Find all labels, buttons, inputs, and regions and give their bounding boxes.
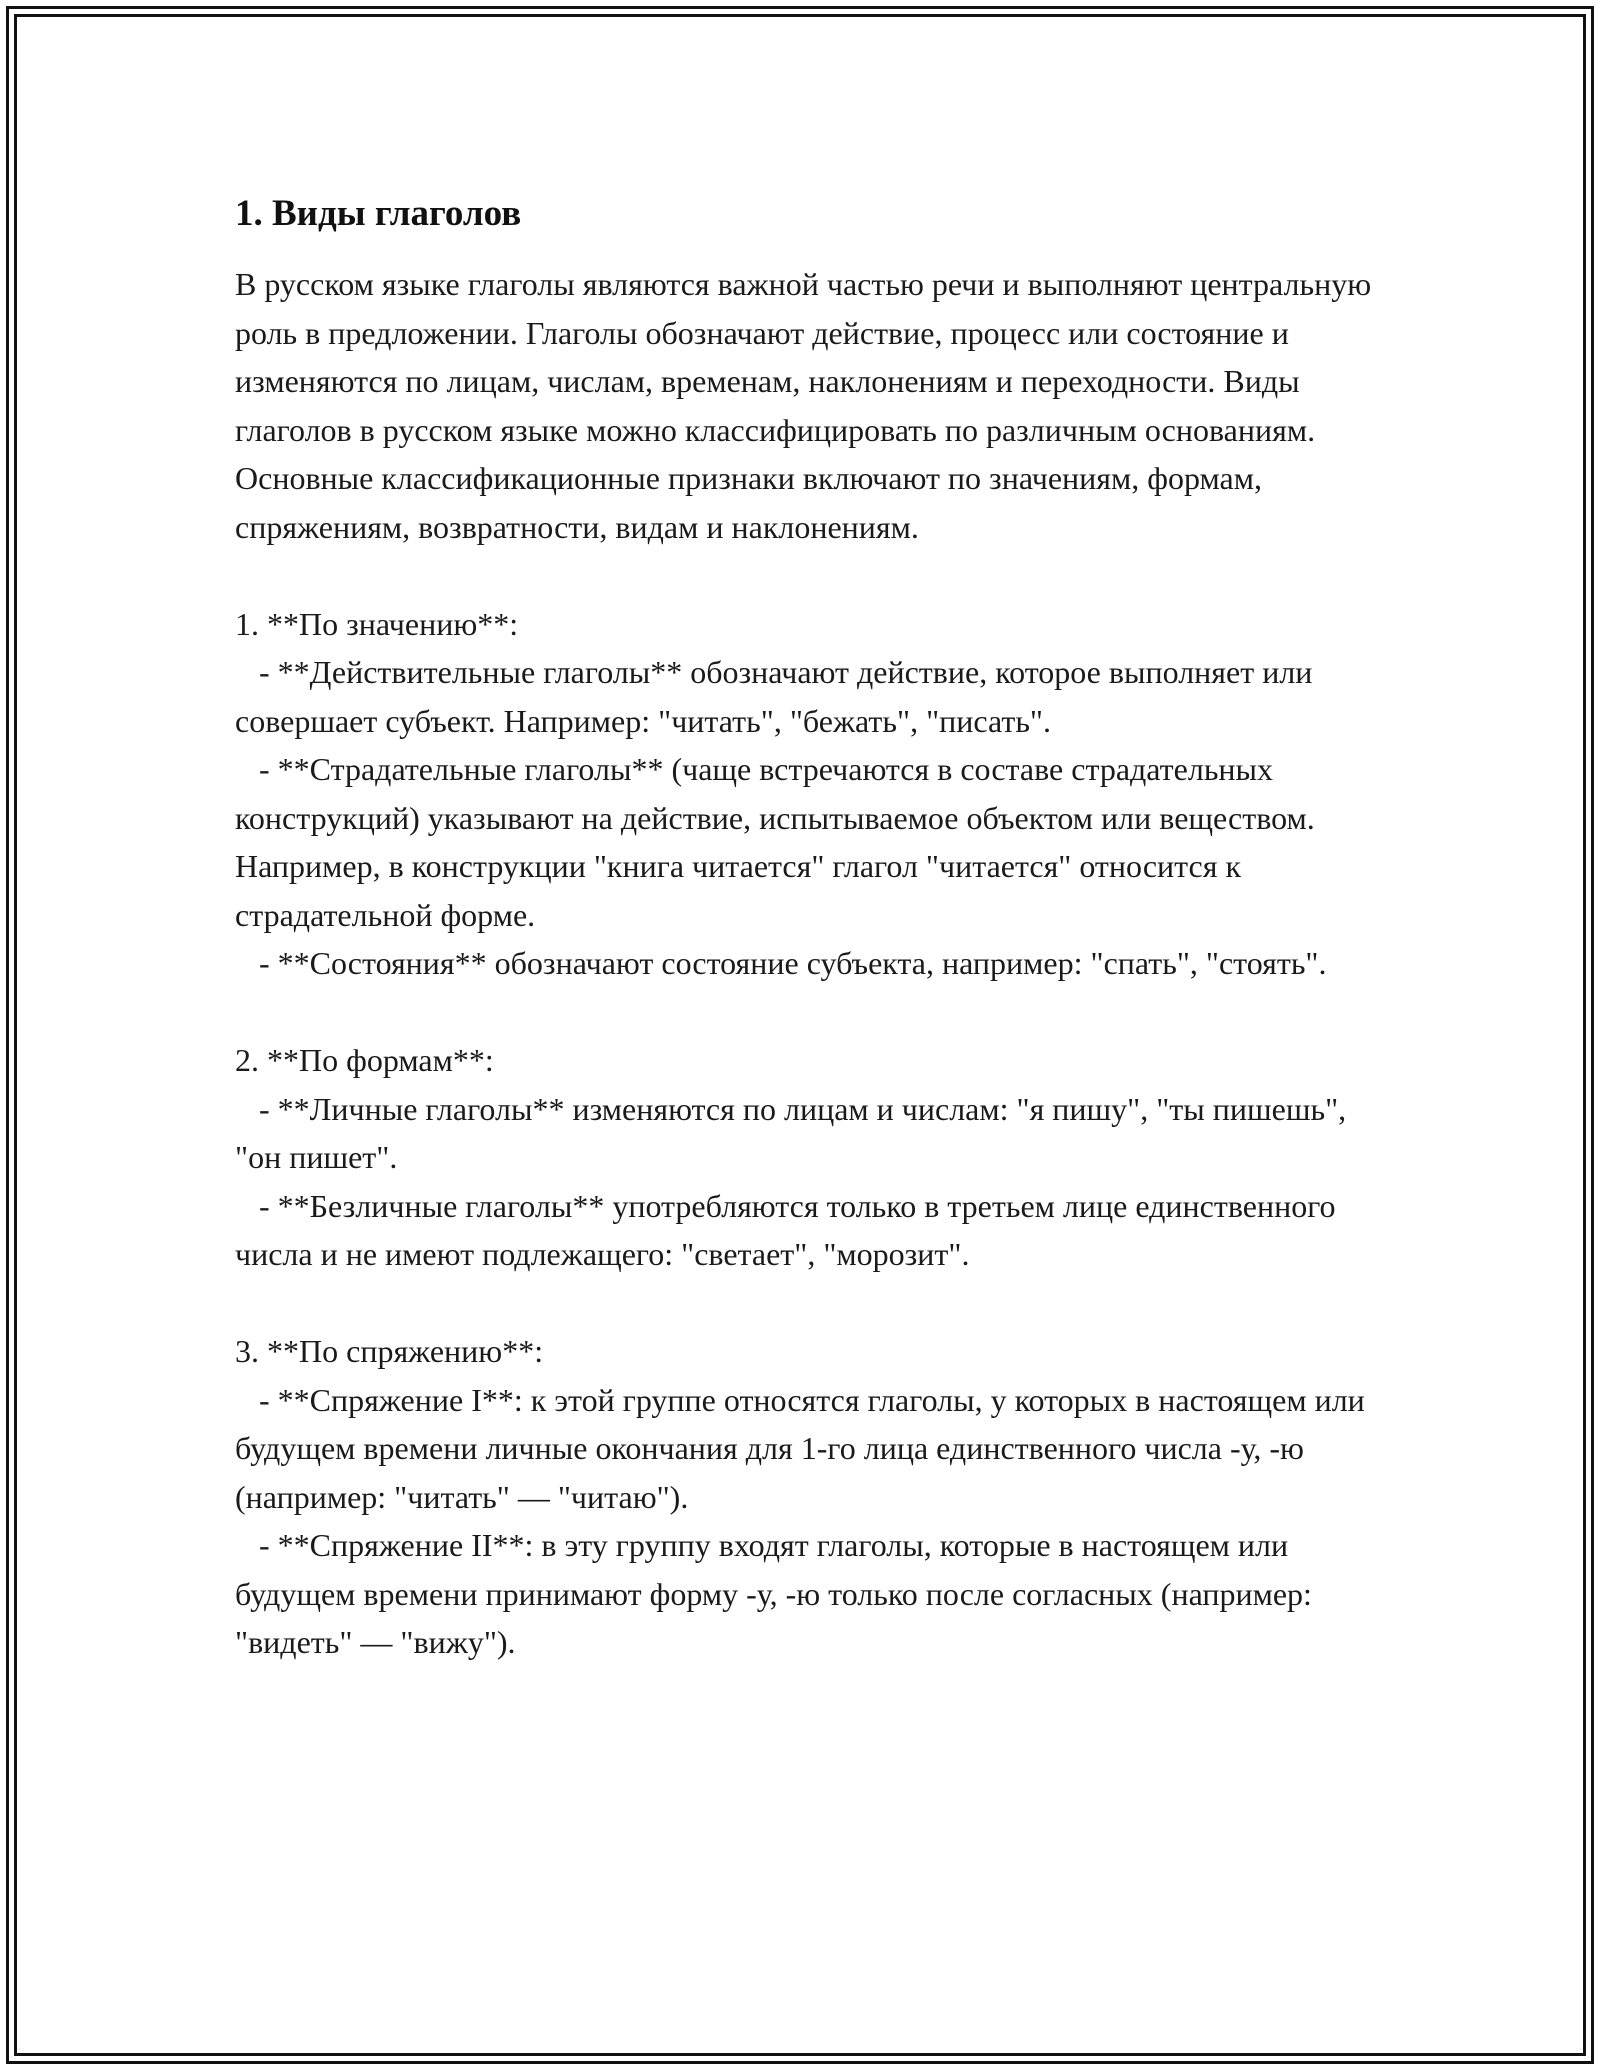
section-by-conjugation [235, 1327, 1375, 1667]
section-by-meaning [235, 600, 1375, 988]
list-item: - **Спряжение I**: к этой группе относятся глаголы, у которых в настоящем или будущем времени личные окончания для 1-го лица единственного числа -у, -ю (например: "читать" — "читаю"). [235, 1381, 1373, 1515]
blank-line [235, 988, 1375, 1037]
intro-paragraph: В русском языке глаголы являются важной частью речи и выполняют центральную роль в предложении. Глаголы обозначают действие, процесс или состояние и изменяются по лицам, числам, временам, наклонениям и переходности. Виды глаголов в русском языке можно классифицировать по различным основаниям. Основные классификационные признаки включают по значениям, формам, спряжениям, возвратности, видам и наклонениям. [235, 266, 1380, 545]
list-item: - **Состояния** обозначают состояние субъекта, например: "спать", "стоять". [235, 945, 1327, 981]
document-heading: 1. Виды глаголов [235, 193, 522, 234]
document-body [235, 188, 1380, 1667]
section-title: 2. **По формам**: [235, 1042, 494, 1078]
section-title: 1. **По значению**: [235, 605, 519, 642]
list-item: - **Страдательные глаголы** (чаще встречаются в составе страдательных конструкций) указывают на действие, испытываемое объектом или веществом. Например, в конструкции "книга читается" глагол "читается" относится к страдательной форме. [235, 751, 1323, 933]
blank-line [235, 1279, 1375, 1328]
section-title: 3. **По спряжению**: [235, 1333, 544, 1369]
list-item: - **Безличные глаголы** употребляются только в третьем лице единственного числа и не имеют подлежащего: "светает", "морозит". [235, 1187, 1344, 1272]
list-item: - **Личные глаголы** изменяются по лицам и числам: "я пишу", "ты пишешь", "он пишет". [235, 1090, 1355, 1175]
blank-line [235, 551, 1375, 600]
list-item: - **Спряжение II**: в эту группу входят глаголы, которые в настоящем или будущем времени принимают форму -у, -ю только после согласных (например: "видеть" — "вижу"). [235, 1527, 1320, 1660]
list-item: - **Действительные глаголы** обозначают действие, которое выполняет или совершает субъект. Например: "читать", "бежать", "писать". [235, 654, 1321, 739]
section-by-forms [235, 1036, 1375, 1279]
